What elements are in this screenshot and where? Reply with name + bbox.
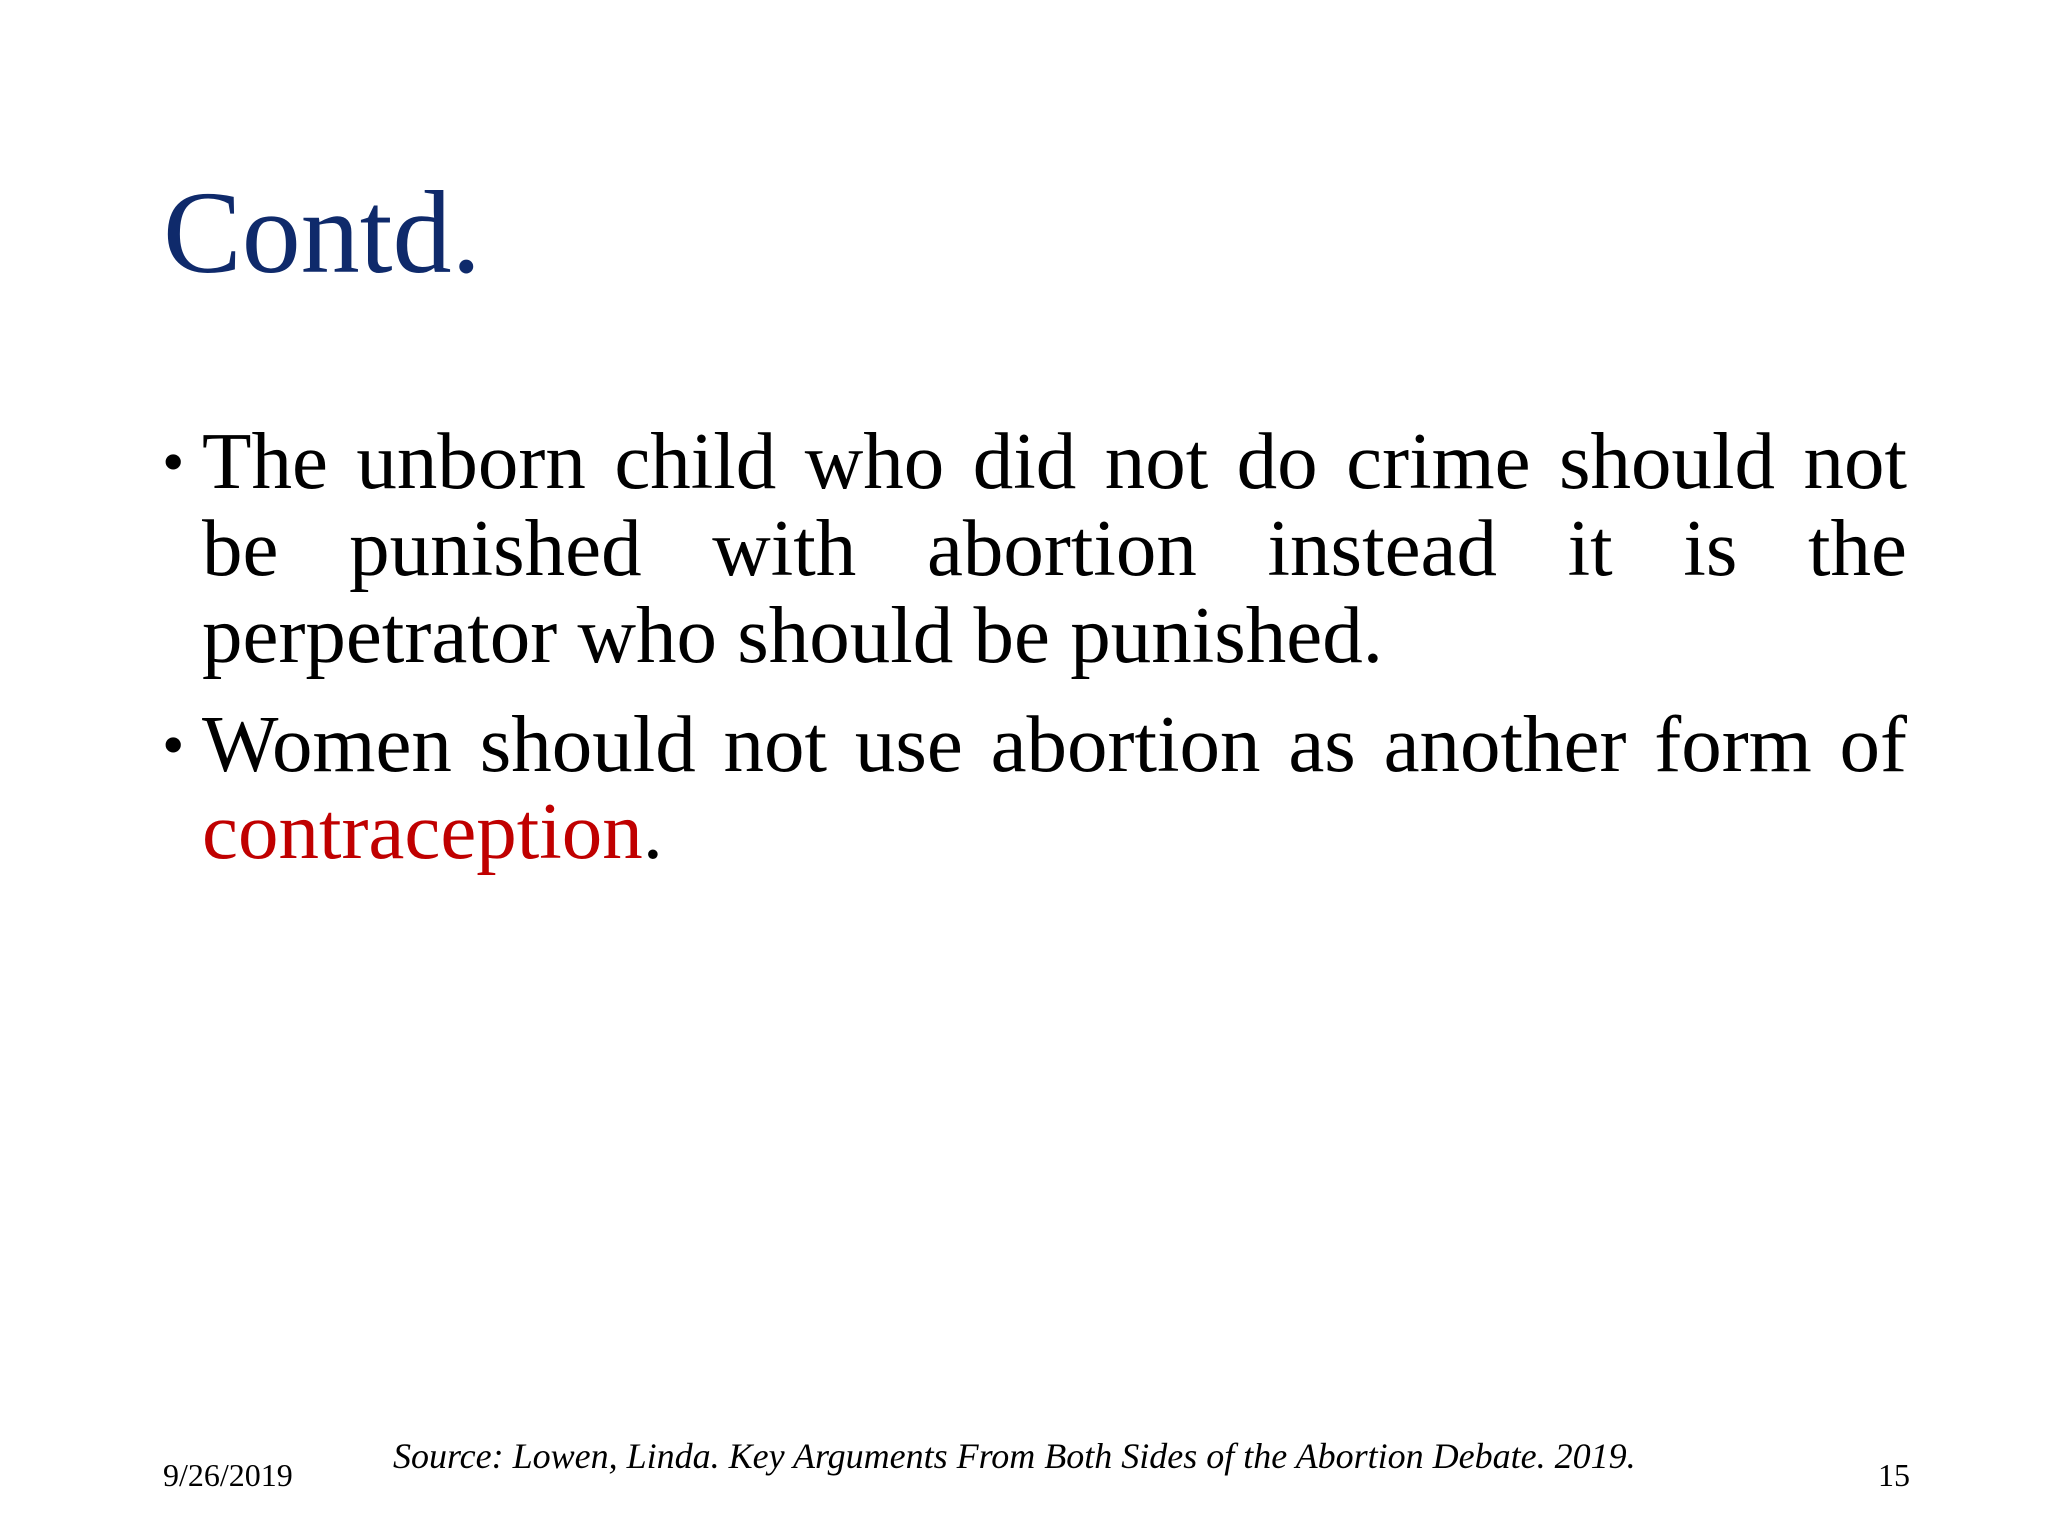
- slide-title: Contd.: [163, 167, 481, 298]
- highlighted-term: contraception: [202, 786, 643, 876]
- page-number: 15: [1878, 1457, 1910, 1493]
- footer-date: 9/26/2019: [163, 1457, 293, 1493]
- bullet-text: The unborn child who did not do crime should not be punished with abortion instead it is the perpetrator who should be punished.: [202, 416, 1907, 680]
- bullet-marker: •: [162, 426, 185, 497]
- bullet-text: Women should not use abortion as another form of: [202, 699, 1907, 789]
- bullet-marker: •: [162, 709, 185, 780]
- footer-source: Source: Lowen, Linda. Key Arguments From Both Sides of the Abortion Debate. 2019.: [393, 1436, 1636, 1476]
- bullet-item: [162, 418, 1907, 679]
- slide-body: [162, 418, 1907, 897]
- bullet-item: [162, 701, 1907, 875]
- bullet-text-end: .: [642, 786, 664, 876]
